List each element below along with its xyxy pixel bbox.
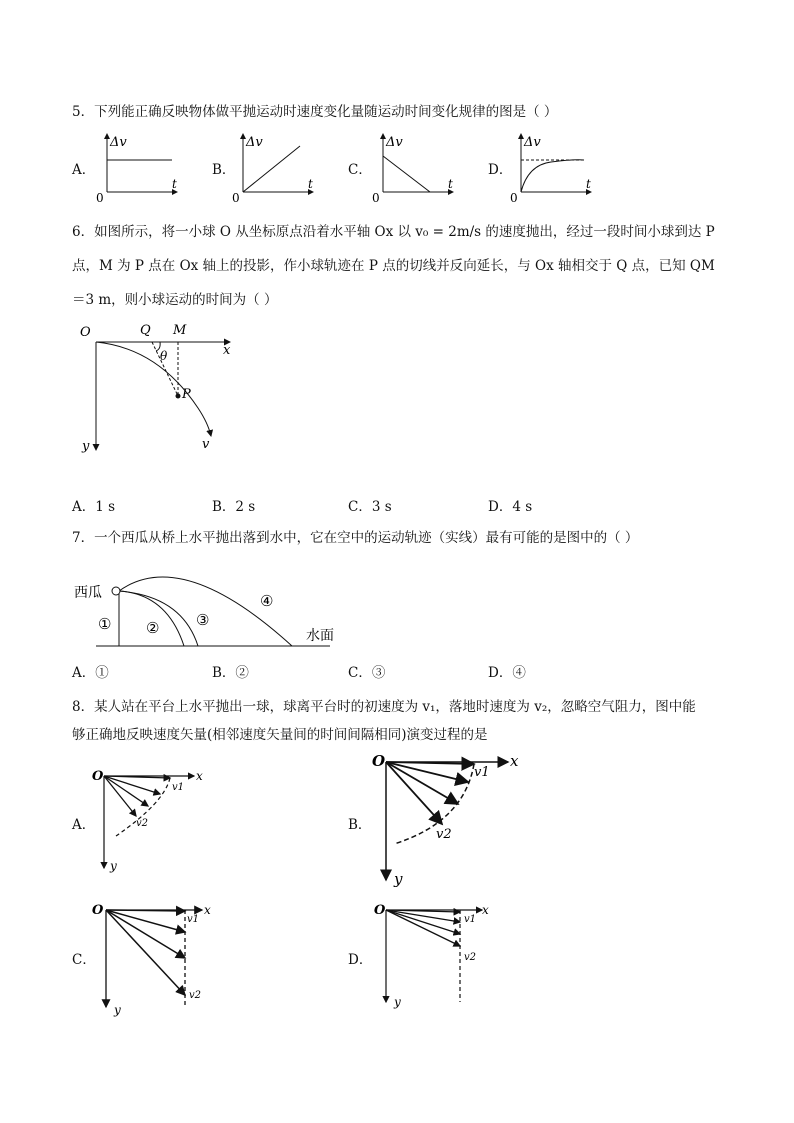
- q6-stem-line1: 6．如图所示，将一小球 O 从坐标原点沿着水平轴 Ox 以 v₀ = 2m/s 的速度抛出，经过一段时间小球到达 P: [72, 224, 715, 240]
- q8c-vector-1: [106, 910, 185, 911]
- q8d-label-y: y: [394, 995, 401, 1009]
- q7-watermelon: [112, 587, 120, 595]
- q7-label-3: ③: [196, 611, 210, 629]
- q8b-label-x: x: [510, 752, 519, 770]
- q8a-vector-4: [104, 776, 136, 816]
- q7-figure: [72, 556, 352, 656]
- q6-figure: [78, 318, 258, 458]
- q5c-y-label: Δv: [386, 135, 403, 150]
- q5-option-b: B．: [212, 162, 236, 178]
- q5-option-d: D．: [488, 162, 513, 178]
- q6-option-a: A．1 s: [72, 499, 116, 515]
- q5d-x-label: t: [586, 177, 591, 191]
- q8-stem-line2: 够正确地反映速度矢量(相邻速度矢量间的时间间隔相同)演变过程的是: [72, 727, 488, 743]
- q6-trajectory: [96, 342, 211, 436]
- q8b-label-o: O: [372, 752, 386, 770]
- q8d-label-x: x: [482, 903, 489, 917]
- q8a-label-y: y: [110, 859, 117, 873]
- q8-figure-b: [372, 752, 532, 887]
- q8b-vector-3: [386, 762, 458, 804]
- q6-stem-line2: 点，M 为 P 点在 Ox 轴上的投影，作小球轨迹在 P 点的切线并反向延长，与 Ox 轴相交于 Q 点，已知 QM: [72, 258, 715, 274]
- q6-label-theta: θ: [160, 349, 168, 363]
- q6-label-o: O: [80, 325, 91, 340]
- q5b-x-label: t: [308, 177, 313, 191]
- q8-option-c: C．: [72, 952, 96, 968]
- q5-stem: 5．下列能正确反映物体做平抛运动时速度变化量随运动时间变化规律的图是（ ）: [72, 104, 558, 120]
- q8a-vector-2: [104, 776, 160, 794]
- q5-graph-c: [368, 130, 468, 205]
- q5c-origin: 0: [372, 191, 380, 205]
- q7-option-b: B．②: [212, 665, 249, 681]
- q8c-label-v1: v1: [187, 914, 200, 925]
- q8a-label-x: x: [196, 769, 203, 783]
- q6-label-q: Q: [140, 323, 151, 338]
- q6-label-x: x: [223, 343, 231, 358]
- q8c-label-x: x: [204, 903, 211, 917]
- q8b-vector-4: [386, 762, 442, 824]
- q8-figure-a: [92, 768, 202, 878]
- q5b-y-label: Δv: [246, 135, 263, 150]
- q7-label-1: ①: [98, 615, 112, 633]
- q8c-vector-4: [106, 910, 185, 995]
- q6-label-y: y: [82, 439, 90, 454]
- q8b-vector-2: [386, 762, 468, 782]
- q8b-label-v2: v2: [436, 827, 452, 842]
- q7-option-c: C．③: [348, 665, 386, 681]
- q6-stem-line3: ＝3 m，则小球运动的时间为（ ）: [72, 292, 278, 308]
- q5-graph-d: [506, 130, 606, 205]
- q8c-label-o: O: [92, 903, 104, 918]
- q6-label-p: P: [182, 387, 191, 402]
- q5c-x-label: t: [448, 177, 453, 191]
- q5-graph-b: [228, 130, 328, 205]
- q5a-x-label: t: [172, 177, 177, 191]
- q8c-vector-2: [106, 910, 185, 932]
- q5b-origin: 0: [232, 191, 240, 205]
- q7-option-d: D．④: [488, 665, 526, 681]
- q5-option-a: A．: [72, 162, 96, 178]
- q7-label-melon: 西瓜: [74, 585, 102, 601]
- q8-option-d: D．: [348, 952, 373, 968]
- q8c-label-y: y: [114, 1003, 121, 1017]
- q8-figure-d: [374, 902, 494, 1012]
- q8d-label-v2: v2: [464, 952, 477, 963]
- q5d-curve: [521, 160, 584, 192]
- q6-label-v: v: [202, 437, 210, 452]
- q8a-label-o: O: [92, 769, 104, 784]
- q7-stem: 7．一个西瓜从桥上水平抛出落到水中，它在空中的运动轨迹（实线）最有可能的是图中的（ ）: [72, 530, 639, 546]
- q5b-curve: [243, 146, 300, 192]
- q5a-origin: 0: [96, 191, 104, 205]
- q7-label-2: ②: [146, 619, 160, 637]
- q8a-vector-3: [104, 776, 148, 806]
- q8c-label-v2: v2: [189, 990, 202, 1001]
- q6-point-p: [176, 394, 181, 399]
- q8d-label-o: O: [374, 903, 386, 918]
- q8-stem-line1: 8．某人站在平台上水平抛出一球，球离平台时的初速度为 v₁，落地时速度为 v₂，忽略空气阻力，图中能: [72, 699, 696, 715]
- q8-option-a: A．: [72, 817, 96, 833]
- q7-option-a: A．①: [72, 665, 109, 681]
- q6-option-d: D．4 s: [488, 499, 533, 515]
- q8d-label-v1: v1: [464, 914, 477, 925]
- q5a-y-label: Δv: [110, 135, 127, 150]
- q5d-y-label: Δv: [524, 135, 541, 150]
- q8d-vector-3: [386, 910, 460, 934]
- q8-figure-c: [92, 902, 212, 1017]
- q8b-dashed-arc: [394, 764, 474, 844]
- q8b-label-v1: v1: [474, 765, 490, 780]
- q5c-curve: [383, 156, 430, 192]
- q7-label-water: 水面: [306, 628, 334, 644]
- q6-option-c: C．3 s: [348, 499, 392, 515]
- q5-option-c: C．: [348, 162, 372, 178]
- q6-option-b: B．2 s: [212, 499, 256, 515]
- q8-option-b: B．: [348, 817, 372, 833]
- q6-label-m: M: [173, 323, 187, 338]
- q5-graph-a: [92, 130, 192, 205]
- q7-label-4: ④: [260, 592, 274, 610]
- q5d-origin: 0: [510, 191, 518, 205]
- q8a-label-v1: v1: [172, 782, 185, 793]
- q8a-label-v2: v2: [136, 818, 149, 829]
- q8b-label-y: y: [394, 870, 403, 888]
- q8c-vector-3: [106, 910, 185, 958]
